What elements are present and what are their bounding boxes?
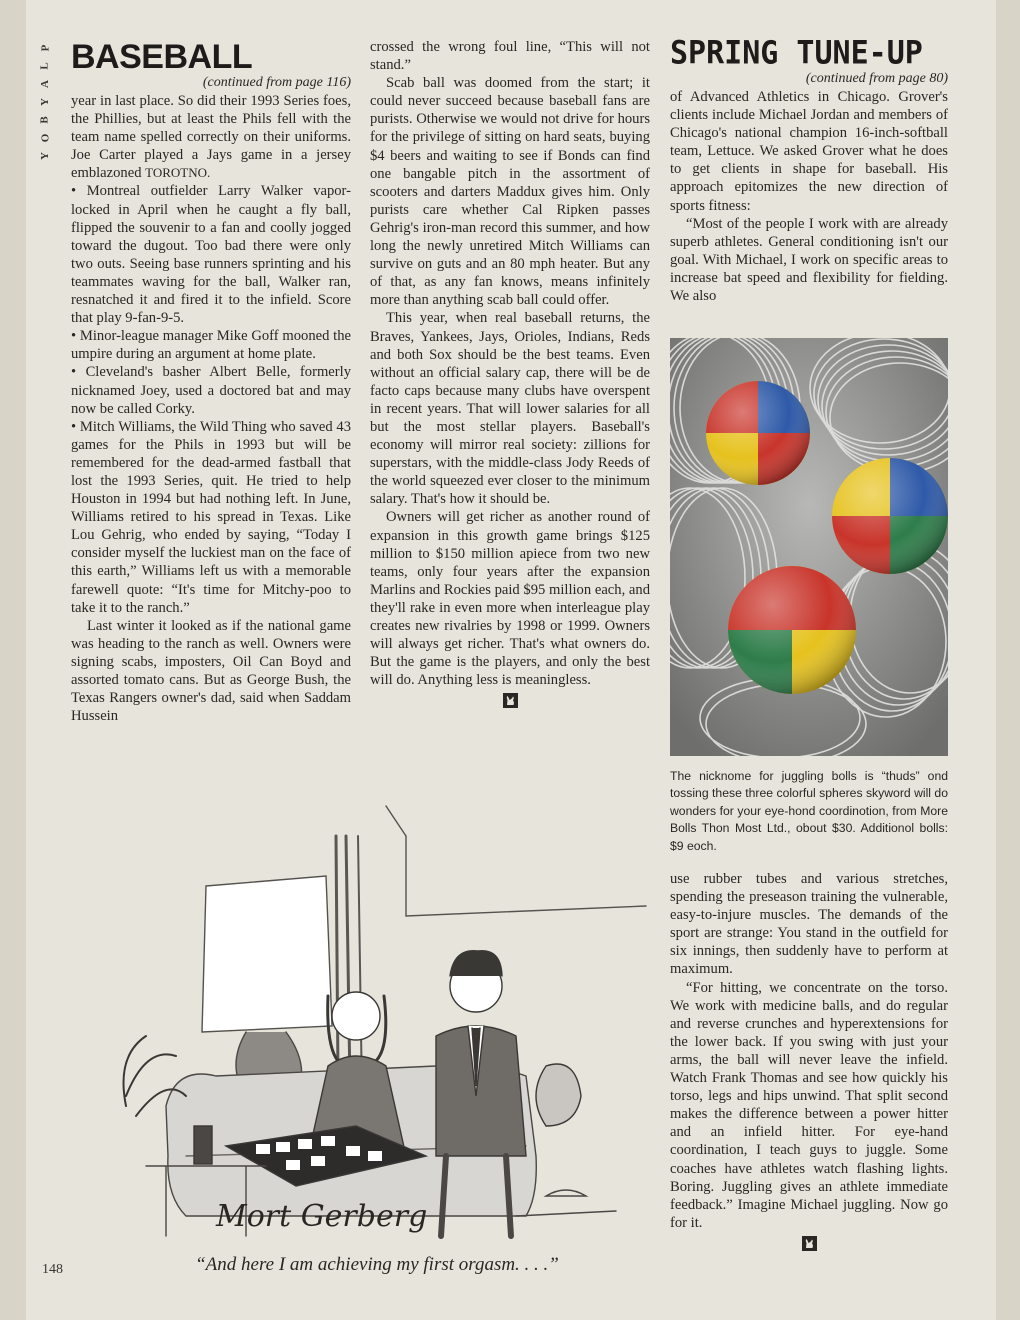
baseball-continued-note: (continued from page 116) [202,75,351,90]
juggling-ball-3 [728,566,856,694]
photo-caption: The nicknome for juggling bolls is “thuds” ond tossing these three colorful spheres skyword will do wonders for your eye-hond coordinotion, from More Bolls Thon Most Ltd., obout $30. Additionol bolls: $9 eoch. [670,769,948,853]
paragraph: use rubber tubes and various stretches, spending the preseason training the vulnerable, easy-to-injure muscles. The demands of the sport are strange: You stand in the outfield for six innings, then suddenly have to perform at maximum. [670,871,948,978]
paragraph: of Advanced Athletics in Chicago. Grover's clients include Michael Jordan and members of Chicago's national champion 16-inch-softball team, Lettuce. We asked Grover what he does to get clients in shape for baseball. His approach epitomizes the new direction of sports fitness: [670,89,948,214]
paragraph: Scab ball was doomed from the start; it could never succeed because baseball fans are purists. Otherwise we would not drive for hours for the privilege of sitting on hard seats, buying $4 beers and waiting to see if Bonds can find one bangable pitch in the assortment of scooters and darters Maddux gives him. Only purists care whether Cal Ripken passes Gehrig's iron-man record this summer, and how long the newly unretired Mitch Williams can survive on guts and an 80 mph heater. But any of that, as any fan knows, means infinitely more than anything scab ball could offer. [370,75,650,309]
paragraph: “Most of the people I work with are already superb athletes. General conditioning isn't our goal. With Michael, I work on specific areas to increase bat speed and flexibility for fielding. We also [670,215,948,305]
bullet-paragraph: • Montreal outfielder Larry Walker vapor-locked in April when he caught a fly ball, flipped the souvenir to a fan and coolly jogged toward the dugout. Too bad there were only two outs. Seeing base runners sprinting and his teammates waving for the ball, Walker ran, resnatched it and fired it to the infield. Score that play 9-fan-9-5. [71,183,351,327]
bullet-paragraph: • Cleveland's basher Albert Belle, formerly nicknamed Joey, used a doctored bat and may now be called Corky. [71,364,351,417]
cartoon [106,796,648,1248]
paragraph: Last winter it looked as if the national game was heading to the ranch as well. Owners were signing scabs, imposters, Oil Can Boyd and assorted tomato cans. But as George Bush, the Texas Rangers owner's dad, said when Saddam Hussein [71,617,351,725]
spring-continued-note: (continued from page 80) [805,71,948,86]
juggling-balls-illustration [670,338,948,756]
spring-column-bottom [670,870,948,1251]
baseball-headline: BASEBALL [71,38,253,76]
paragraph: This year, when real baseball returns, the Braves, Yankees, Jays, Orioles, Indians, Reds and both Sox should be the best teams. Even without an official salary cap, there will be de facto caps because many clubs have overspent in recent years. That will lower salaries for all but the most stellar players. Baseball's economy will mirror real society: zillions for superstars, with the middle-class Jody Reeds of the world squeezed ever closer to the minimum salary. That's how it should be. [370,310,650,508]
page-number: 148 [42,1262,63,1277]
magazine-page [26,0,996,1320]
paragraph: year in last place. So did their 1993 Series foes, the Phillies, but at least the Phils fell with the team name spelled correctly on their uniforms. Joe Carter played a Jays game in a jersey emblazoned TOROTNO. [71,93,351,182]
cartoon-signature: Mort Gerberg [216,1199,428,1234]
paragraph: crossed the wrong foul line, “This will not stand.” [370,39,650,74]
bullet-paragraph: • Minor-league manager Mike Goff mooned the umpire during an argument at home plate. [71,328,351,363]
end-mark-bunny-icon [503,693,518,708]
end-mark-bunny-icon [802,1236,817,1251]
spring-column-top [670,34,948,305]
baseball-column-1 [71,38,351,725]
juggling-balls-photo [670,338,948,756]
paragraph: Owners will get richer as another round of expansion in this growth game brings $125 million to $150 million apiece from two new teams, only four years after the expansion Marlins and Rockies paid $95 million each, and they'll rake in even more when interleague play creates new rivalries by 1998 or 1999. Owners will always get richer. That's what owners do. But the game is the players, and only the best will do. Anything less is meaningless. [370,509,650,689]
juggling-ball-1 [706,381,810,485]
paragraph: “For hitting, we concentrate on the torso. We work with medicine balls, and do regular and reverse crunches and hyperextensions for the lower back. If you swing with just your arms, the ball will never leave the infield. Watch Frank Thomas and see how quickly his torso, legs and hips unwind. That split second makes the difference between a power hitter and an infield hitter. For eye-hand coordination, I teach guys to juggle. Some coaches have athletes watch flashing lights. Boring. Juggling gives an athlete immediate feedback.” Imagine Michael juggling. Now go for it. [670,979,948,1231]
bullet-paragraph: • Mitch Williams, the Wild Thing who saved 43 games for the Phils in 1993 but will be remembered for the dead-armed fastball that lost the 1993 Series, quit. He tried to help Houston in 1994 but had nothing left. In June, Williams retired to his spread in Texas. Like Lou Gehrig, who ended by saying, “Today I consider myself the luckiest man on the face of this earth,” Williams left us with a memorable farewell quote: “It's time for Mitchy-poo to take it to the ranch.” [71,418,351,616]
baseball-column-2 [370,38,650,708]
cartoon-caption: “And here I am achieving my first orgasm. . . .” [195,1254,559,1275]
side-folio: P L A Y B O Y [38,44,51,160]
spring-headline: SPRING TUNE-UP [670,34,923,73]
cartoon-drawing [106,796,648,1248]
juggling-ball-2 [832,458,948,574]
